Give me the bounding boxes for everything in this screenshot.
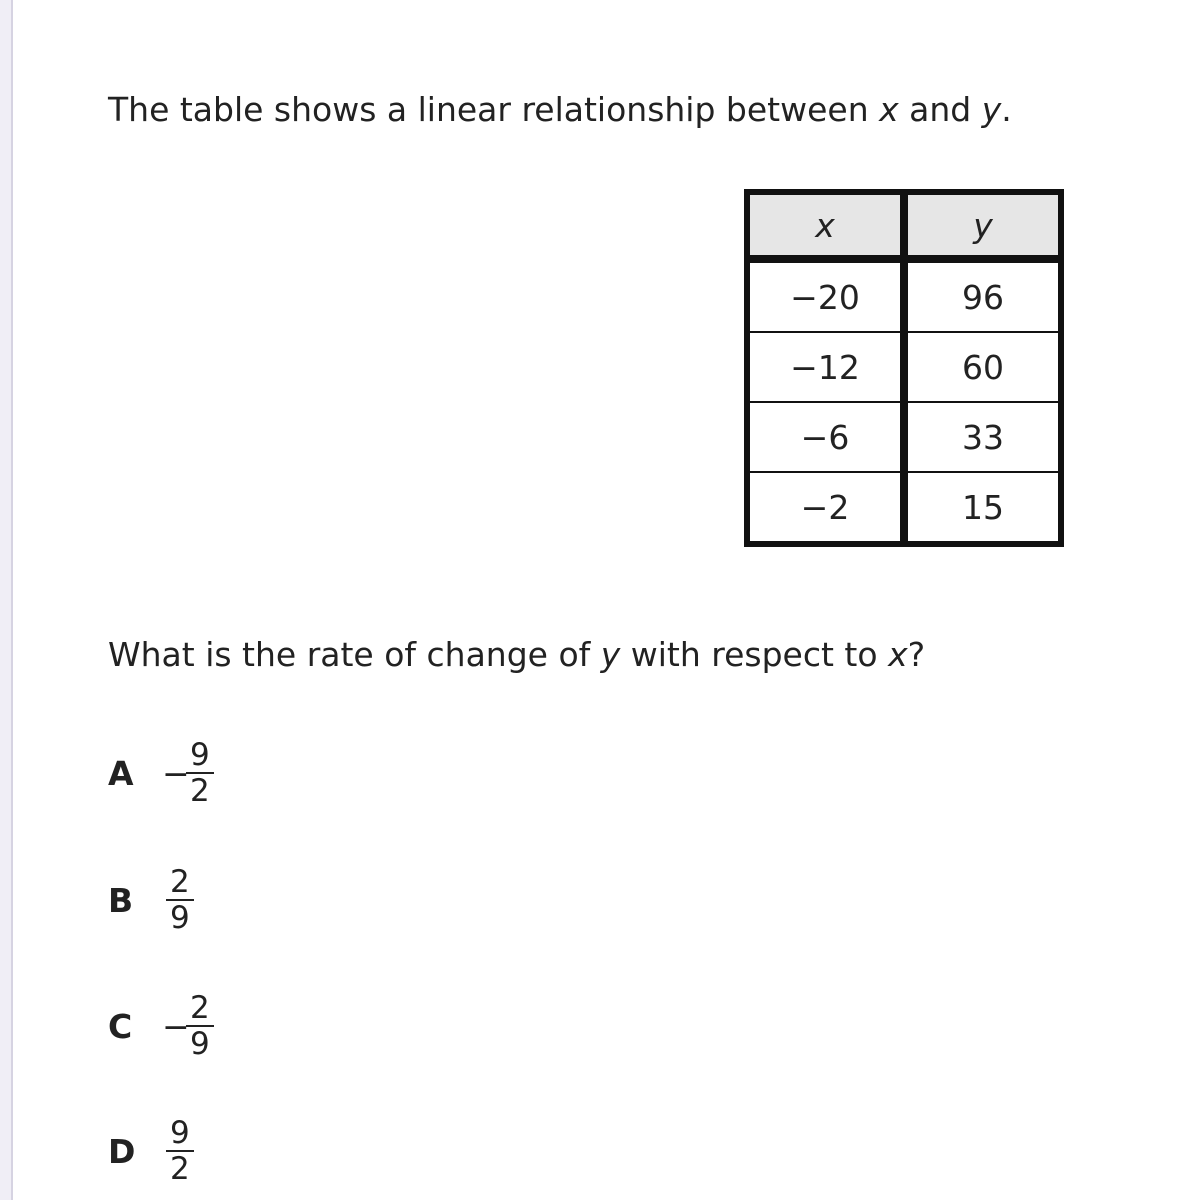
table-cell-y: 96 xyxy=(902,263,1058,333)
var-x: x xyxy=(879,90,899,129)
table-header-row xyxy=(750,195,1058,263)
xy-table xyxy=(744,189,1064,547)
choice-letter: C xyxy=(108,1006,133,1046)
fraction-denominator: 2 xyxy=(186,772,214,808)
table-row xyxy=(750,263,1058,333)
answer-choice-b[interactable] xyxy=(108,855,194,945)
answer-choice-a[interactable] xyxy=(108,728,214,818)
var-x: x xyxy=(888,635,908,674)
answer-choice-d[interactable] xyxy=(108,1106,194,1196)
fraction-numerator: 2 xyxy=(170,864,190,900)
fraction xyxy=(186,738,214,808)
prompt-mid: with respect to xyxy=(620,635,889,674)
prompt-text: What is the rate of change of xyxy=(108,635,601,674)
fraction xyxy=(166,1116,194,1186)
table-cell-x: −2 xyxy=(750,473,902,541)
table-header-y: y xyxy=(902,195,1058,263)
fraction-denominator: 2 xyxy=(166,1150,194,1186)
question-prompt xyxy=(108,635,925,675)
negative-sign: − xyxy=(162,753,190,793)
table-cell-x: −6 xyxy=(750,403,902,473)
var-y: y xyxy=(600,635,621,674)
table-cell-y: 60 xyxy=(902,333,1058,403)
table-row xyxy=(750,333,1058,403)
negative-sign: − xyxy=(162,1006,190,1046)
fraction xyxy=(166,865,194,935)
fraction-numerator: 9 xyxy=(170,1115,190,1151)
table-row xyxy=(750,473,1058,541)
table-cell-x: −20 xyxy=(750,263,902,333)
choice-letter: D xyxy=(108,1131,136,1171)
table-cell-x: −12 xyxy=(750,333,902,403)
fraction-numerator: 9 xyxy=(190,737,210,773)
fraction-numerator: 2 xyxy=(190,990,210,1026)
left-rail xyxy=(0,0,13,1200)
fraction xyxy=(186,991,214,1061)
question-intro xyxy=(108,90,1012,130)
intro-period: . xyxy=(1001,90,1012,129)
table-row xyxy=(750,403,1058,473)
fraction-denominator: 9 xyxy=(186,1025,214,1061)
table-cell-y: 33 xyxy=(902,403,1058,473)
answer-choice-c[interactable] xyxy=(108,981,214,1071)
intro-and: and xyxy=(898,90,982,129)
table-header-x: x xyxy=(750,195,902,263)
var-y: y xyxy=(981,90,1002,129)
fraction-denominator: 9 xyxy=(166,899,194,935)
prompt-question-mark: ? xyxy=(907,635,926,674)
intro-text: The table shows a linear relationship between xyxy=(108,90,880,129)
table-cell-y: 15 xyxy=(902,473,1058,541)
choice-letter: A xyxy=(108,753,134,793)
choice-letter: B xyxy=(108,880,134,920)
